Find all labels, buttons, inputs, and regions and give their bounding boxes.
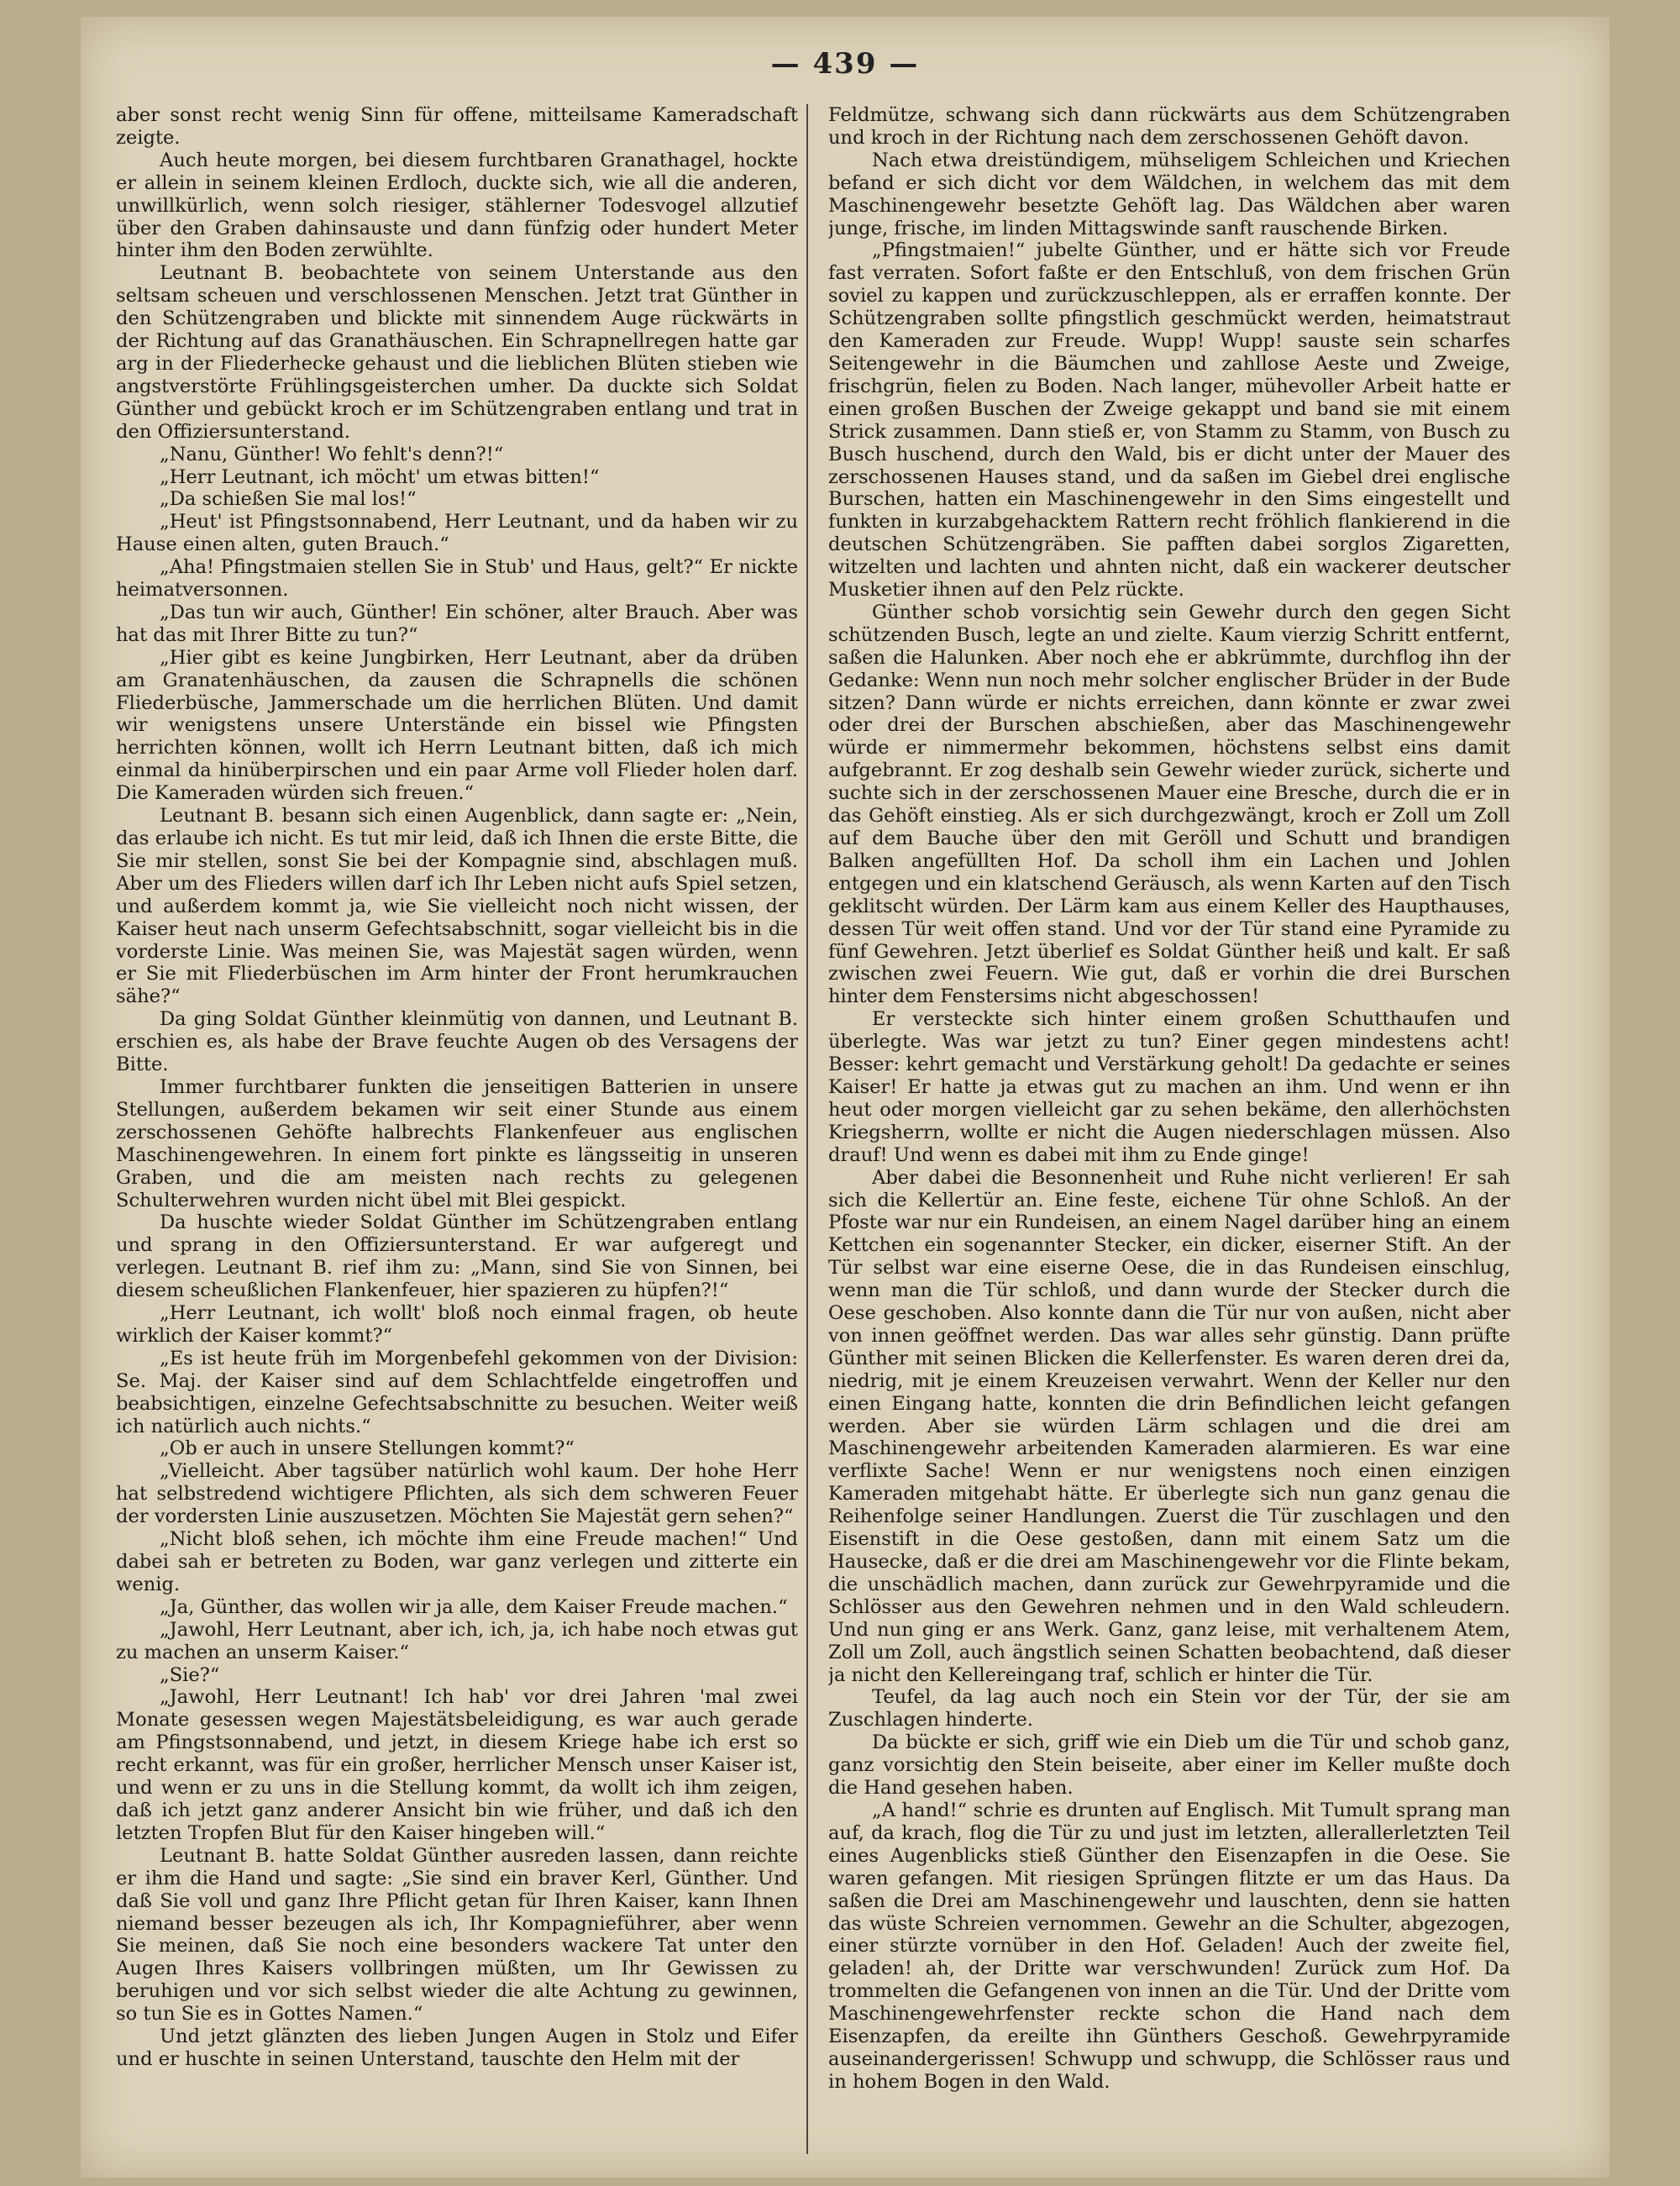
paragraph: Leutnant B. beobachtete von seinem Unterstande aus den seltsam scheuen und verschlossenen Menschen. Jetzt trat Günther in den Schützengraben und blickte mit sinnendem Auge rückwärts in der Richtung auf das Granathäuschen. Ein Schrapnellregen hatte gar arg in der Fliederhecke gehaust und die lieblichen Blüten stieben wie angstverstörte Frühlingsgeisterchen umher. Da duckte sich Soldat Günther und gebückt kroch er im Schützengraben entlang und trat in den Offiziersunterstand. [116,262,798,443]
paragraph: „Heut' ist Pfingstsonnabend, Herr Leutnant, und da haben wir zu Hause einen alten, guten Brauch.“ [116,511,798,556]
paragraph: Teufel, da lag auch noch ein Stein vor der Tür, der sie am Zuschlagen hinderte. [828,1686,1510,1731]
paragraph: Feldmütze, schwang sich dann rückwärts aus dem Schützengraben und kroch in der Richtung nach dem zerschossenen Gehöft davon. [828,104,1510,149]
paragraph: Aber dabei die Besonnenheit und Ruhe nicht verlieren! Er sah sich die Kellertür an. Eine feste, eichene Tür ohne Schloß. An der Pfoste war nur ein Rundeisen, an einem Nagel darüber hing an einem Kettchen ein sogenannter Stecker, ein dicker, eiserner Stift. An der Tür selbst war eine eiserne Oese, die in das Rundeisen einschlug, wenn man die Tür schloß, und dann wurde der Stecker durch die Oese geschoben. Also konnte dann die Tür nur von außen, nicht aber von innen geöffnet werden. Das war alles sehr günstig. Dann prüfte Günther mit seinen Blicken die Kellerfenster. Es waren deren drei da, niedrig, mit je einem Kreuzeisen verwahrt. Wenn der Keller nur den einen Eingang hatte, konnten die drin Befindlichen leicht gefangen werden. Aber sie würden Lärm schlagen und die drei am Maschinengewehr arbeitenden Kameraden alarmieren. Es war eine verflixte Sache! Wenn er nur wenigstens noch einen einzigen Kameraden mitgehabt hätte. Er überlegte sich nun ganz genau die Reihenfolge seiner Handlungen. Zuerst die Tür zuschlagen und den Eisenstift in die Oese gestoßen, dann mit einem Satz um die Hausecke, daß er die drei am Maschinengewehr vor die Flinte bekam, die unschädlich machen, dann zurück zur Gewehrpyramide und die Schlösser aus den Gewehren nehmen und in den Wald schleudern. Und nun ging er ans Werk. Ganz, ganz leise, mit verhaltenem Atem, Zoll um Zoll, auch ängstlich seinen Schatten beobachtend, daß dieser ja nicht den Kellereingang traf, schlich er hinter die Tür. [828,1166,1510,1686]
paragraph: Er versteckte sich hinter einem großen Schutthaufen und überlegte. Was war jetzt zu tun? Einer gegen mindestens acht! Besser: kehrt gemacht und Verstärkung geholt! Da gedachte er seines Kaiser! Er hatte ja etwas gut zu machen an ihm. Und wenn er ihn heut oder morgen vielleicht gar zu sehen bekäme, den allerhöchsten Kriegsherrn, wollte er nicht die Augen niederschlagen müssen. Also drauf! Und wenn es dabei mit ihm zu Ende ginge! [828,1008,1510,1166]
paragraph: Leutnant B. hatte Soldat Günther ausreden lassen, dann reichte er ihm die Hand und sagte: „Sie sind ein braver Kerl, Günther. Und daß Sie voll und ganz Ihre Pflicht getan für Ihren Kaiser, kann Ihnen niemand besser bezeugen als ich, Ihr Kompagnieführer, aber wenn Sie meinen, daß Sie noch eine besonders wackere Tat unter den Augen Ihres Kaisers vollbringen müßten, um Ihr Gewissen zu beruhigen und vor sich selbst wieder die alte Achtung zu gewinnen, so tun Sie es in Gottes Namen.“ [116,1844,798,2026]
paragraph: Leutnant B. besann sich einen Augenblick, dann sagte er: „Nein, das erlaube ich nicht. Es tut mir leid, daß ich Ihnen die erste Bitte, die Sie mir stellen, sonst Sie bei der Kompagnie sind, abschlagen muß. Aber um des Flieders willen darf ich Ihr Leben nicht aufs Spiel setzen, und außerdem kommt ja, wie Sie vielleicht noch nicht wissen, der Kaiser heut nach unserm Gefechtsabschnitt, sogar vielleicht bis in die vorderste Linie. Was meinen Sie, was Majestät sagen würden, wenn er Sie mit Fliederbüschen im Arm hinter der Front herumkrauchen sähe?“ [116,805,798,1008]
paragraph: „Jawohl, Herr Leutnant, aber ich, ich, ja, ich habe noch etwas gut zu machen an unserm Kaiser.“ [116,1618,798,1663]
paragraph: „Ja, Günther, das wollen wir ja alle, dem Kaiser Freude machen.“ [160,1595,788,1618]
page-number: — 439 — [770,47,920,81]
paragraph: Da bückte er sich, griff wie ein Dieb um die Tür und schob ganz, ganz vorsichtig den Stein beiseite, aber einer im Keller mußte doch die Hand gesehen haben. [828,1731,1510,1800]
paragraph: „Hier gibt es keine Jungbirken, Herr Leutnant, aber da drüben am Granatenhäuschen, da zausen die Schrapnells die schönen Fliederbüsche, Jammerschade um die herrlichen Blüten. Und damit wir wenigstens unsere Unterstände ein bissel wie Pfingsten herrichten können, wollt ich Herrn Leutnant bitten, daß ich mich einmal da hinüberpirschen und ein paar Arme voll Flieder holen darf. Die Kameraden würden sich freuen.“ [116,646,798,805]
paragraph: „Pfingstmaien!“ jubelte Günther, und er hätte sich vor Freude fast verraten. Sofort faßte er den Entschluß, von dem frischen Grün soviel zu kappen und zurückzuschleppen, als er erraffen konnte. Der Schützengraben sollte pfingstlich geschmückt werden, heimatstraut den Kameraden zur Freude. Wupp! Wupp! sauste sein scharfes Seitengewehr in die Bäumchen und zahllose Aeste und Zweige, frischgrün, fielen zu Boden. Nach langer, mühevoller Arbeit hatte er einen großen Buschen der Zweige gekappt und band sie mit einem Strick zusammen. Dann stieß er, von Stamm zu Stamm, von Busch zu Busch huschend, durch den Wald, bis er dicht unter der Mauer des zerschossenen Hauses stand, und da saßen im Giebel drei englische Burschen, hatten ein Maschinengewehr in den Sims eingestellt und funkten in kurzabgehacktem Rattern recht fröhlich flankierend in die deutschen Schützengräben. Sie pafften dabei sorglos Zigaretten, witzelten und lachten und ahnten nicht, daß ein wackerer deutscher Musketier ihnen auf den Pelz rückte. [828,239,1510,602]
paragraph: „Ob er auch in unsere Stellungen kommt?“ [160,1437,575,1460]
paragraph: „Nicht bloß sehen, ich möchte ihm eine Freude machen!“ Und dabei sah er betreten zu Boden, war ganz verlegen und zitterte ein wenig. [116,1528,798,1595]
paragraph: Und jetzt glänzten des lieben Jungen Augen in Stolz und Eifer und er huschte in seinen Unterstand, tauschte den Helm mit der [116,2026,798,2070]
paragraph: „Es ist heute früh im Morgenbefehl gekommen von der Division: Se. Maj. der Kaiser sind auf dem Schlachtfelde eingetroffen und beabsichtigen, einzelne Gefechtsabschnitte zu besuchen. Weiter weiß ich natürlich auch nichts.“ [116,1347,798,1437]
paragraph: Immer furchtbarer funkten die jenseitigen Batterien in unsere Stellungen, außerdem bekamen wir seit einer Stunde aus einem zerschossenen Gehöfte halbrechts Flankenfeuer aus englischen Maschinengewehren. In einem fort pinkte es längsseitig in unseren Graben, und die am meisten nach rechts zu gelegenen Schulterwehren wurden nicht übel mit Blei gespickt. [116,1075,798,1211]
paragraph: „Herr Leutnant, ich wollt' bloß noch einmal fragen, ob heute wirklich der Kaiser kommt?“ [116,1302,798,1347]
paragraph: „Aha! Pfingstmaien stellen Sie in Stub' und Haus, gelt?“ Er nickte heimatversonnen. [116,556,798,602]
text-column-left [116,104,798,2162]
text-column-right [828,104,1510,2162]
paragraph: Auch heute morgen, bei diesem furchtbaren Granathagel, hockte er allein in seinem kleinen Erdloch, duckte sich, wie all die anderen, unwillkürlich, wenn solch riesiger, stählerner Todesvogel allzutief über den Graben dahinsauste und dann fünfzig oder hundert Meter hinter ihm den Boden zerwühlte. [116,149,798,262]
paragraph: Da ging Soldat Günther kleinmütig von dannen, und Leutnant B. erschien es, als habe der Brave feuchte Augen ob des Versagens der Bitte. [116,1008,798,1076]
paragraph: Nach etwa dreistündigem, mühseligem Schleichen und Kriechen befand er sich dicht vor dem Wäldchen, in welchem das mit dem Maschinengewehr besetzte Gehöft lag. Das Wäldchen aber waren junge, frische, im linden Mittagswinde sanft rauschende Birken. [828,149,1510,239]
paragraph: „Sie?“ [160,1663,220,1686]
paragraph: „Das tun wir auch, Günther! Ein schöner, alter Brauch. Aber was hat das mit Ihrer Bitte zu tun?“ [116,601,798,646]
column-divider [806,104,808,2154]
paragraph: „Herr Leutnant, ich möcht' um etwas bitten!“ [160,465,600,488]
paragraph: „Nanu, Günther! Wo fehlt's denn?!“ [160,443,504,465]
paragraph: „Da schießen Sie mal los!“ [160,488,417,511]
paragraph: Da huschte wieder Soldat Günther im Schützengraben entlang und sprang in den Offiziersunterstand. Er war aufgeregt und verlegen. Leutnant B. rief ihm zu: „Mann, sind Sie von Sinnen, bei diesem scheußlichen Flankenfeuer, hier spazieren zu hüpfen?!“ [116,1211,798,1302]
paragraph: „Vielleicht. Aber tagsüber natürlich wohl kaum. Der hohe Herr hat selbstredend wichtigere Pflichten, als sich dem schweren Feuer der vordersten Linie auszusetzen. Möchten Sie Majestät gern sehen?“ [116,1460,798,1528]
paragraph: „Jawohl, Herr Leutnant! Ich hab' vor drei Jahren 'mal zwei Monate gesessen wegen Majestätsbeleidigung, es war auch gerade am Pfingstsonnabend, und jetzt, in diesem Kriege habe ich erst so recht erkannt, was für ein großer, herrlicher Mensch unser Kaiser ist, und wenn er zu uns in die Stellung kommt, da wollt ich ihm zeigen, daß ich jetzt ganz anderer Ansicht bin wie früher, und daß ich den letzten Tropfen Blut für den Kaiser hingeben will.“ [116,1686,798,1844]
paragraph: Günther schob vorsichtig sein Gewehr durch den gegen Sicht schützenden Busch, legte an und zielte. Kaum vierzig Schritt entfernt, saßen die Halunken. Aber noch ehe er abkrümmte, durchflog ihn der Gedanke: Wenn nun noch mehr solcher englischer Brüder in der Bude sitzen? Dann würde er nichts erreichen, dann könnte er zwar zwei oder drei der Burschen abschießen, aber das Maschinengewehr würde er nimmermehr bekommen, höchstens selbst eins damit aufgebrannt. Er zog deshalb sein Gewehr wieder zurück, sicherte und suchte sich in der zerschossenen Mauer eine Bresche, durch die er in das Gehöft einstieg. Als er sich durchgezwängt, kroch er Zoll um Zoll auf dem Bauche über den mit Geröll und Schutt und brandigen Balken angefüllten Hof. Da scholl ihm ein Lachen und Johlen entgegen und ein klatschend Geräusch, als wenn Karten auf den Tisch geklitscht würden. Der Lärm kam aus einem Keller des Haupthauses, dessen Tür weit offen stand. Und vor der Tür stand eine Pyramide zu fünf Gewehren. Jetzt überlief es Soldat Günther heiß und kalt. Er saß zwischen zwei Feuern. Wie gut, daß er vorhin die drei Burschen hinter dem Fenstersims nicht abgeschossen! [828,601,1510,1008]
newspaper-page [81,17,1609,2178]
paragraph: „A hand!“ schrie es drunten auf Englisch. Mit Tumult sprang man auf, da krach, flog die Tür zu und just im letzten, allerallerletzten Teil eines Augenblicks stieß Günther den Eisenzapfen in die Oese. Sie waren gefangen. Mit riesigen Sprüngen flitzte er um das Haus. Da saßen die Drei am Maschinengewehr und lauschten, denn sie hatten das wüste Schreien vernommen. Gewehr an die Schulter, abgezogen, einer stürzte vornüber in den Hof. Geladen! Auch der zweite fiel, geladen! ah, der Dritte war verschwunden! Zurück zum Hof. Da trommelten die Gefangenen von innen an die Tür. Und der Dritte vom Maschinengewehrfenster reckte schon die Hand nach dem Eisenzapfen, da ereilte ihn Günthers Geschoß. Gewehrpyramide auseinandergerissen! Schwupp und schwupp, die Schlösser raus und in hohem Bogen in den Wald. [828,1799,1510,2093]
paragraph: aber sonst recht wenig Sinn für offene, mitteilsame Kameradschaft zeigte. [116,104,798,149]
